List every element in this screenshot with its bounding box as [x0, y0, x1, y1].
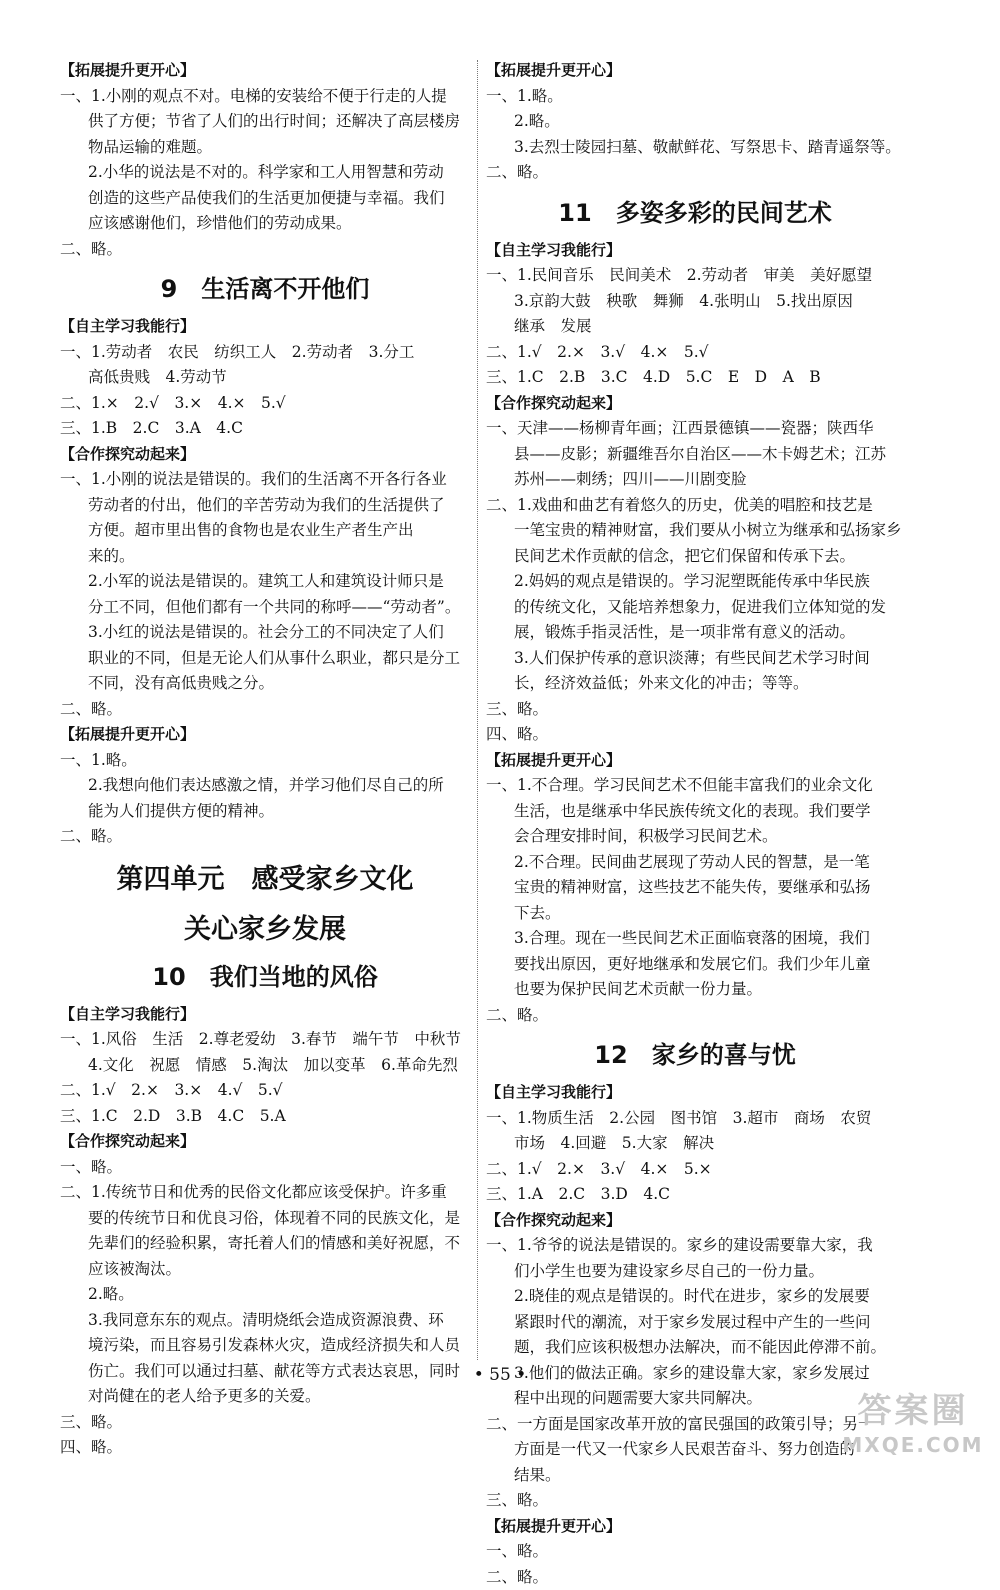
answer-line: 紧跟时代的潮流，对于家乡发展过程中产生的一些问	[486, 1310, 904, 1336]
answer-line: 一、1.略。	[60, 748, 470, 774]
answer-line: 对尚健在的老人给予更多的关爱。	[60, 1384, 470, 1410]
answer-line: 二、略。	[60, 237, 470, 263]
answer-line: 2.不合理。民间曲艺展现了劳动人民的智慧，是一笔	[486, 850, 904, 876]
answer-line: 县——皮影；新疆维吾尔自治区——木卡姆艺术；江苏	[486, 442, 904, 468]
answer-line: 2.略。	[486, 109, 904, 135]
answer-line: 方面是一代又一代家乡人民艰苦奋斗、努力创造的	[486, 1437, 904, 1463]
answer-line: 方便。超市里出售的食物也是农业生产者生产出	[60, 518, 470, 544]
lesson-title: 10 我们当地的风俗	[60, 958, 470, 996]
answer-line: 一、1.民间音乐 民间美术 2.劳动者 审美 美好愿望	[486, 263, 904, 289]
page-number: • 55 •	[0, 1365, 1000, 1385]
answer-line: 苏州——刺绣；四川——川剧变脸	[486, 467, 904, 493]
answer-line: 4.文化 祝愿 情感 5.淘汰 加以变革 6.革命先烈	[60, 1053, 470, 1079]
answer-line: 生活，也是继承中华民族传统文化的表现。我们要学	[486, 799, 904, 825]
answer-line: 2.小军的说法是错误的。建筑工人和建筑设计师只是	[60, 569, 470, 595]
answer-line: 伤亡。我们可以通过扫墓、献花等方式表达哀思，同时	[60, 1359, 470, 1385]
answer-line: 二、1.戏曲和曲艺有着悠久的历史，优美的唱腔和技艺是	[486, 493, 904, 519]
section-label: 【自主学习我能行】	[486, 238, 904, 264]
answer-line: 应该感谢他们，珍惜他们的劳动成果。	[60, 211, 470, 237]
answer-line: 一、略。	[60, 1155, 470, 1181]
answer-line: 市场 4.回避 5.大家 解决	[486, 1131, 904, 1157]
answer-line: 二、1.√ 2.× 3.√ 4.× 5.√	[486, 340, 904, 366]
answer-line: 不同，没有高低贵贱之分。	[60, 671, 470, 697]
answer-line: 二、1.传统节日和优秀的民俗文化都应该受保护。许多重	[60, 1180, 470, 1206]
answer-line: 一、1.不合理。学习民间艺术不但能丰富我们的业余文化	[486, 773, 904, 799]
answer-line: 二、略。	[486, 1003, 904, 1029]
answer-line: 3.小红的说法是错误的。社会分工的不同决定了人们	[60, 620, 470, 646]
answer-line: 一、天津——杨柳青年画；江西景德镇——瓷器；陕西华	[486, 416, 904, 442]
section-label: 【自主学习我能行】	[60, 1002, 470, 1028]
answer-line: 二、一方面是国家改革开放的富民强国的政策引导；另一	[486, 1412, 904, 1438]
answer-line: 能为人们提供方便的精神。	[60, 799, 470, 825]
answer-line: 的传统文化，又能培养想象力，促进我们立体知觉的发	[486, 595, 904, 621]
answer-line: 二、1.× 2.√ 3.× 4.× 5.√	[60, 391, 470, 417]
section-label: 【拓展提升更开心】	[486, 58, 904, 84]
answer-line: 劳动者的付出，他们的辛苦劳动为我们的生活提供了	[60, 493, 470, 519]
answer-line: 2.略。	[60, 1282, 470, 1308]
unit-title: 第四单元 感受家乡文化	[60, 860, 470, 900]
answer-line: 3.京韵大鼓 秧歌 舞狮 4.张明山 5.找出原因	[486, 289, 904, 315]
answer-line: 职业的不同，但是无论人们从事什么职业，都只是分工	[60, 646, 470, 672]
section-label: 【拓展提升更开心】	[60, 58, 470, 84]
unit-title: 关心家乡发展	[60, 910, 470, 950]
answer-line: 二、1.√ 2.× 3.√ 4.× 5.×	[486, 1157, 904, 1183]
answer-line: 们小学生也要为建设家乡尽自己的一份力量。	[486, 1259, 904, 1285]
answer-line: 四、略。	[60, 1435, 470, 1461]
answer-line: 题，我们应该积极想办法解决，而不能因此停滞不前。	[486, 1335, 904, 1361]
section-label: 【合作探究动起来】	[60, 1129, 470, 1155]
watermark-text: 答案圈	[838, 1389, 988, 1433]
section-label: 【合作探究动起来】	[486, 1208, 904, 1234]
answer-line: 一、1.劳动者 农民 纺织工人 2.劳动者 3.分工	[60, 340, 470, 366]
answer-line: 一笔宝贵的精神财富，我们要从小树立为继承和弘扬家乡	[486, 518, 904, 544]
section-label: 【合作探究动起来】	[60, 442, 470, 468]
answer-line: 会合理安排时间，积极学习民间艺术。	[486, 824, 904, 850]
section-label: 【合作探究动起来】	[486, 391, 904, 417]
answer-line: 三、略。	[486, 1488, 904, 1514]
answer-line: 结果。	[486, 1463, 904, 1489]
answer-line: 先辈们的经验积累，寄托着人们的情感和美好祝愿，不	[60, 1231, 470, 1257]
answer-line: 长，经济效益低；外来文化的冲击；等等。	[486, 671, 904, 697]
answer-line: 一、1.小刚的说法是错误的。我们的生活离不开各行各业	[60, 467, 470, 493]
answer-line: 三、1.C 2.D 3.B 4.C 5.A	[60, 1104, 470, 1130]
answer-line: 四、略。	[486, 722, 904, 748]
lesson-title: 11 多姿多彩的民间艺术	[486, 194, 904, 232]
column-divider	[477, 60, 478, 1360]
answer-line: 3.他们的做法正确。家乡的建设靠大家，家乡发展过	[486, 1361, 904, 1387]
watermark-url: MXQE.COM	[838, 1433, 988, 1457]
answer-line: 来的。	[60, 544, 470, 570]
answer-line: 一、略。	[486, 1539, 904, 1565]
answer-line: 2.我想向他们表达感激之情，并学习他们尽自己的所	[60, 773, 470, 799]
answer-line: 一、1.风俗 生活 2.尊老爱幼 3.春节 端午节 中秋节	[60, 1027, 470, 1053]
answer-line: 二、1.√ 2.× 3.× 4.√ 5.√	[60, 1078, 470, 1104]
answer-line: 2.妈妈的观点是错误的。学习泥塑既能传承中华民族	[486, 569, 904, 595]
watermark-logo	[838, 1389, 988, 1469]
answer-line: 三、1.A 2.C 3.D 4.C	[486, 1182, 904, 1208]
section-label: 【自主学习我能行】	[60, 314, 470, 340]
answer-line: 二、略。	[486, 1565, 904, 1590]
answer-line: 民间艺术作贡献的信念，把它们保留和传承下去。	[486, 544, 904, 570]
answer-line: 二、略。	[60, 824, 470, 850]
answer-line: 下去。	[486, 901, 904, 927]
section-label: 【拓展提升更开心】	[486, 1514, 904, 1540]
answer-line: 程中出现的问题需要大家共同解决。	[486, 1386, 904, 1412]
answer-line: 一、1.物质生活 2.公园 图书馆 3.超市 商场 农贸	[486, 1106, 904, 1132]
right-column	[486, 58, 904, 1590]
answer-line: 2.小华的说法是不对的。科学家和工人用智慧和劳动	[60, 160, 470, 186]
answer-line: 一、1.小刚的观点不对。电梯的安装给不便于行走的人提	[60, 84, 470, 110]
answer-line: 三、略。	[60, 1410, 470, 1436]
section-label: 【拓展提升更开心】	[486, 748, 904, 774]
answer-line: 境污染，而且容易引发森林火灾，造成经济损失和人员	[60, 1333, 470, 1359]
answer-line: 3.去烈士陵园扫墓、敬献鲜花、写祭思卡、踏青遥祭等。	[486, 135, 904, 161]
answer-line: 一、1.爷爷的说法是错误的。家乡的建设需要靠大家，我	[486, 1233, 904, 1259]
answer-line: 继承 发展	[486, 314, 904, 340]
answer-line: 二、略。	[486, 160, 904, 186]
lesson-title: 9 生活离不开他们	[60, 270, 470, 308]
section-label: 【自主学习我能行】	[486, 1080, 904, 1106]
answer-line: 也要为保护民间艺术贡献一份力量。	[486, 977, 904, 1003]
answer-line: 分工不同，但他们都有一个共同的称呼——“劳动者”。	[60, 595, 470, 621]
answer-line: 3.人们保护传承的意识淡薄；有些民间艺术学习时间	[486, 646, 904, 672]
answer-line: 3.合理。现在一些民间艺术正面临衰落的困境，我们	[486, 926, 904, 952]
section-label: 【拓展提升更开心】	[60, 722, 470, 748]
answer-line: 2.晓佳的观点是错误的。时代在进步，家乡的发展要	[486, 1284, 904, 1310]
answer-line: 三、略。	[486, 697, 904, 723]
answer-line: 展，锻炼手指灵活性，是一项非常有意义的活动。	[486, 620, 904, 646]
left-column	[60, 58, 470, 1461]
answer-line: 应该被淘汰。	[60, 1257, 470, 1283]
answer-line: 要找出原因，更好地继承和发展它们。我们少年儿童	[486, 952, 904, 978]
answer-line: 二、略。	[60, 697, 470, 723]
answer-line: 三、1.B 2.C 3.A 4.C	[60, 416, 470, 442]
answer-line: 一、1.略。	[486, 84, 904, 110]
lesson-title: 12 家乡的喜与忧	[486, 1036, 904, 1074]
answer-line: 创造的这些产品使我们的生活更加便捷与幸福。我们	[60, 186, 470, 212]
answer-line: 物品运输的难题。	[60, 135, 470, 161]
answer-line: 三、1.C 2.B 3.C 4.D 5.C E D A B	[486, 365, 904, 391]
answer-line: 3.我同意东东的观点。清明烧纸会造成资源浪费、环	[60, 1308, 470, 1334]
answer-line: 宝贵的精神财富，这些技艺不能失传，要继承和弘扬	[486, 875, 904, 901]
answer-line: 要的传统节日和优良习俗，体现着不同的民族文化，是	[60, 1206, 470, 1232]
answer-line: 供了方便；节省了人们的出行时间；还解决了高层楼房	[60, 109, 470, 135]
answer-line: 高低贵贱 4.劳动节	[60, 365, 470, 391]
